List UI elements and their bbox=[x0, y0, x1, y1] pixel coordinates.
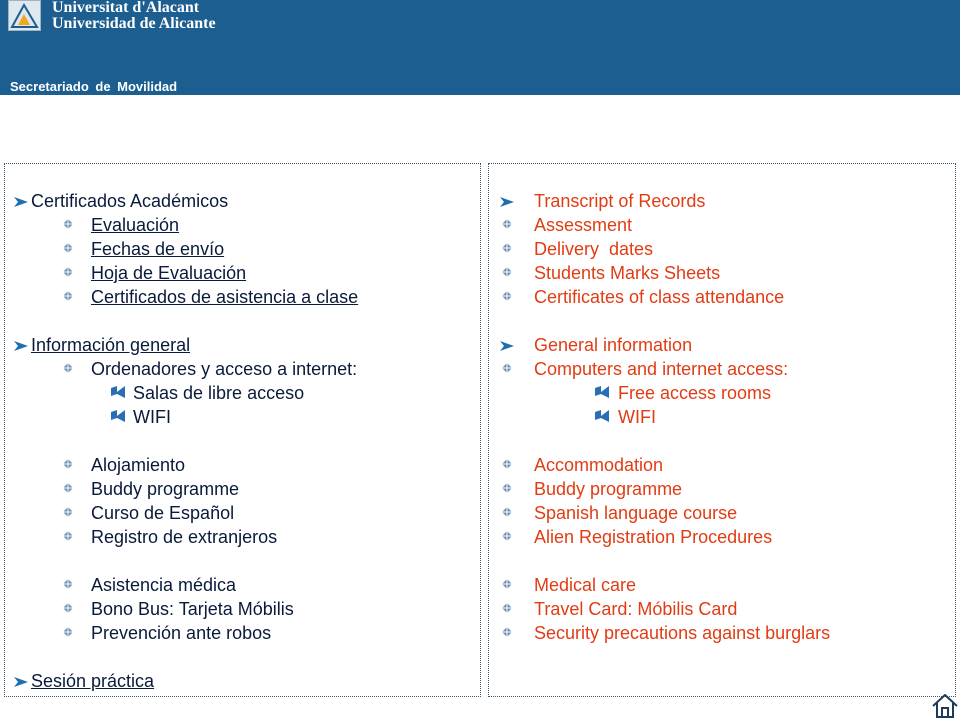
flag-bullet-icon bbox=[595, 410, 609, 422]
item-buddy-programme: Buddy programme bbox=[91, 479, 240, 499]
diamond-bullet-icon bbox=[63, 507, 73, 517]
item-buddy-programme-en: Buddy programme bbox=[534, 479, 683, 499]
diamond-bullet-icon bbox=[63, 603, 73, 613]
link-hoja-evaluacion[interactable]: Hoja de Evaluación bbox=[91, 263, 247, 283]
header-banner bbox=[0, 0, 960, 95]
item-alojamiento: Alojamiento bbox=[91, 455, 186, 475]
diamond-bullet-icon bbox=[63, 363, 73, 373]
english-panel bbox=[488, 163, 956, 697]
flag-bullet-icon bbox=[595, 386, 609, 398]
diamond-bullet-icon bbox=[63, 291, 73, 301]
item-accommodation: Accommodation bbox=[534, 455, 664, 475]
item-curso-espanol: Curso de Español bbox=[91, 503, 235, 523]
diamond-bullet-icon bbox=[502, 531, 512, 541]
item-travel-card: Travel Card: Móbilis Card bbox=[534, 599, 738, 619]
diamond-bullet-icon bbox=[502, 291, 512, 301]
section-general-information: General information bbox=[534, 335, 693, 355]
item-ordenadores: Ordenadores y acceso a internet: bbox=[91, 359, 358, 379]
link-sesion-practica[interactable]: Sesión práctica bbox=[31, 671, 155, 691]
item-free-access-rooms: Free access rooms bbox=[618, 383, 772, 403]
diamond-bullet-icon bbox=[63, 243, 73, 253]
item-spanish-course: Spanish language course bbox=[534, 503, 738, 523]
diamond-bullet-icon bbox=[63, 627, 73, 637]
item-wifi-en: WIFI bbox=[618, 407, 656, 427]
chevron-arrow-icon bbox=[13, 676, 29, 688]
chevron-arrow-icon bbox=[499, 196, 515, 208]
item-delivery-dates: Delivery dates bbox=[534, 239, 654, 259]
item-asistencia-medica: Asistencia médica bbox=[91, 575, 237, 595]
diamond-bullet-icon bbox=[502, 603, 512, 613]
diamond-bullet-icon bbox=[63, 267, 73, 277]
diamond-bullet-icon bbox=[502, 507, 512, 517]
diamond-bullet-icon bbox=[502, 219, 512, 229]
item-certificates-attendance: Certificates of class attendance bbox=[534, 287, 785, 307]
diamond-bullet-icon bbox=[502, 483, 512, 493]
flag-bullet-icon bbox=[111, 386, 125, 398]
link-fechas-envio[interactable]: Fechas de envío bbox=[91, 239, 225, 259]
diamond-bullet-icon bbox=[63, 483, 73, 493]
chevron-arrow-icon bbox=[13, 196, 29, 208]
diamond-bullet-icon bbox=[502, 459, 512, 469]
home-icon[interactable] bbox=[932, 694, 958, 718]
diamond-bullet-icon bbox=[502, 579, 512, 589]
item-bono-bus: Bono Bus: Tarjeta Móbilis bbox=[91, 599, 294, 619]
section-transcript-of-records: Transcript of Records bbox=[534, 191, 706, 211]
item-medical-care: Medical care bbox=[534, 575, 637, 595]
diamond-bullet-icon bbox=[502, 627, 512, 637]
flag-bullet-icon bbox=[111, 410, 125, 422]
spanish-panel bbox=[4, 163, 481, 697]
diamond-bullet-icon bbox=[63, 219, 73, 229]
link-evaluacion[interactable]: Evaluación bbox=[91, 215, 180, 235]
item-salas-libre-acceso: Salas de libre acceso bbox=[133, 383, 305, 403]
university-name-es: Universidad de Alicante bbox=[52, 15, 216, 32]
item-students-marks-sheets: Students Marks Sheets bbox=[534, 263, 721, 283]
link-informacion-general[interactable]: Información general bbox=[31, 335, 191, 355]
chevron-arrow-icon bbox=[499, 340, 515, 352]
diamond-bullet-icon bbox=[502, 243, 512, 253]
diamond-bullet-icon bbox=[63, 531, 73, 541]
item-assessment: Assessment bbox=[534, 215, 633, 235]
item-alien-registration: Alien Registration Procedures bbox=[534, 527, 773, 547]
university-logo bbox=[8, 0, 41, 31]
item-prevencion-robos: Prevención ante robos bbox=[91, 623, 272, 643]
diamond-bullet-icon bbox=[502, 267, 512, 277]
section-certificados: Certificados Académicos bbox=[31, 191, 229, 211]
university-name-ca: Universitat d'Alacant bbox=[52, 0, 200, 16]
item-computers-internet: Computers and internet access: bbox=[534, 359, 789, 379]
diamond-bullet-icon bbox=[502, 363, 512, 373]
diamond-bullet-icon bbox=[63, 459, 73, 469]
item-wifi: WIFI bbox=[133, 407, 171, 427]
chevron-arrow-icon bbox=[13, 340, 29, 352]
diamond-bullet-icon bbox=[63, 579, 73, 589]
item-security-precautions: Security precautions against burglars bbox=[534, 623, 831, 643]
department-title: Secretariado de Movilidad bbox=[10, 79, 178, 94]
link-certificados-asistencia[interactable]: Certificados de asistencia a clase bbox=[91, 287, 359, 307]
item-registro-extranjeros: Registro de extranjeros bbox=[91, 527, 278, 547]
